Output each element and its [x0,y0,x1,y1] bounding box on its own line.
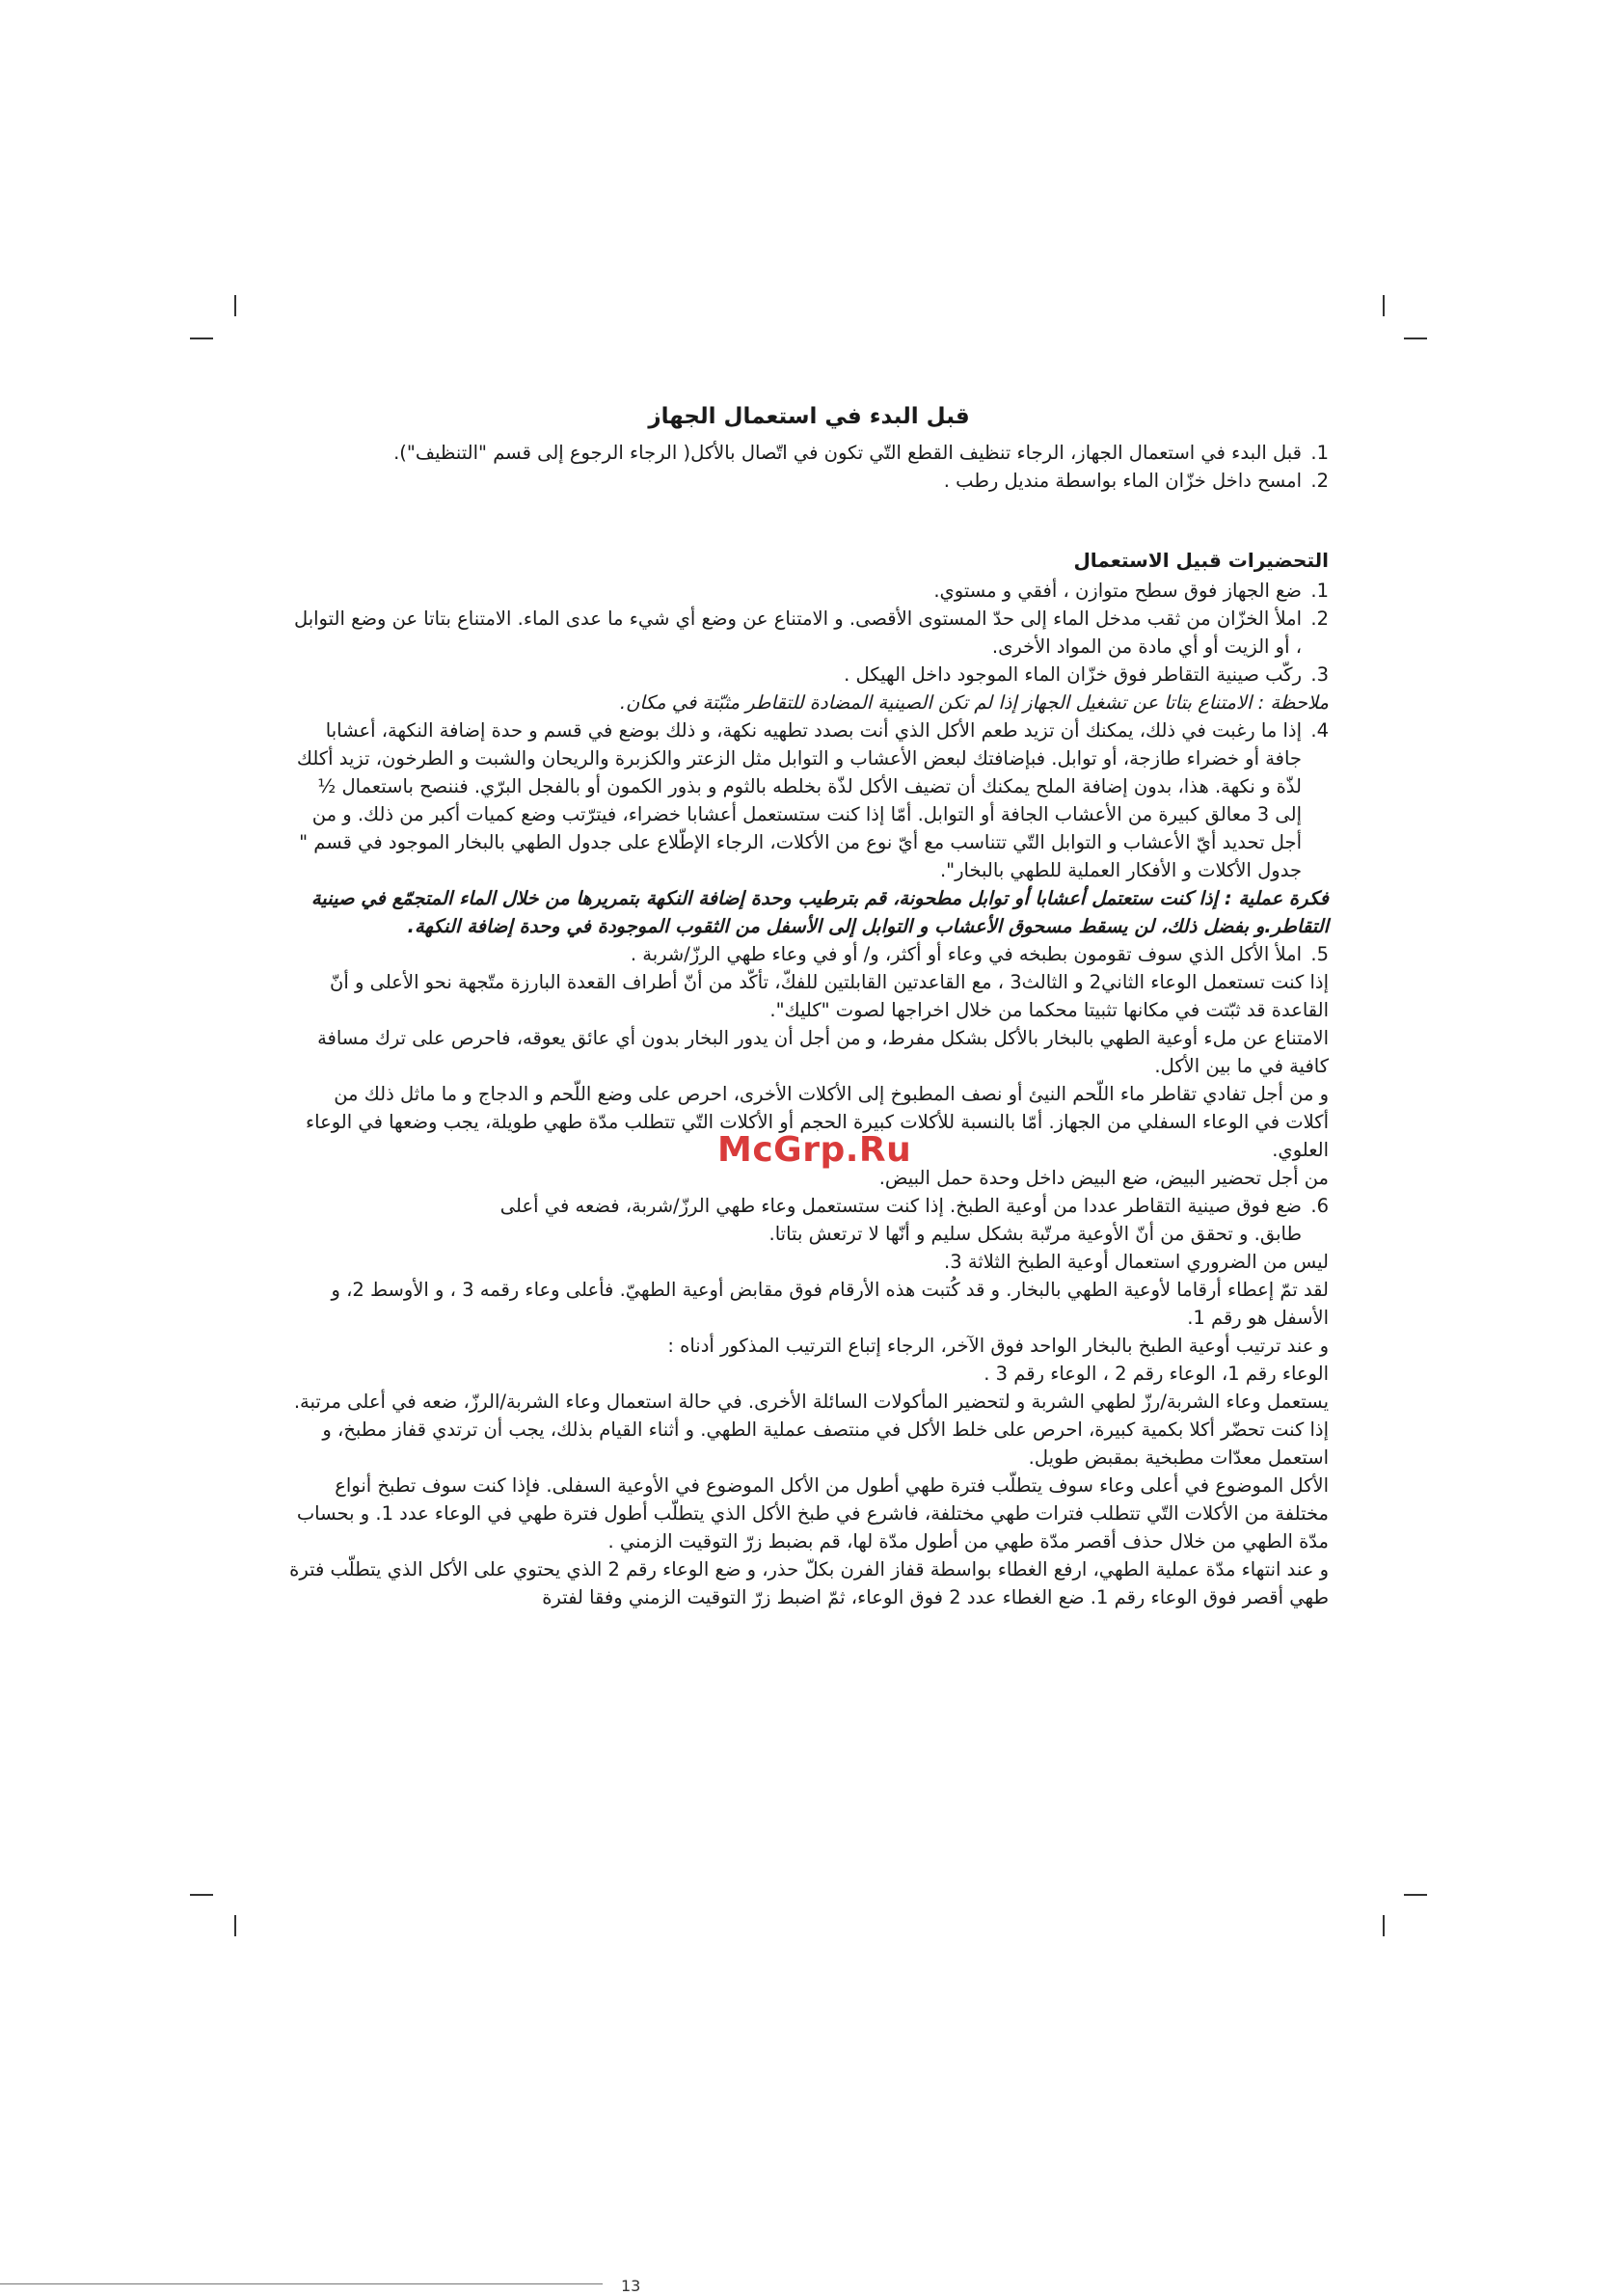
section-heading: التحضيرات قبيل الاستعمال [1073,549,1329,572]
list-text: املأ الخزّان من ثقب مدخل الماء إلى حدّ المستوى الأقصى. و الامتناع عن وضع أي شيء ما عدى الماء. الامتناع بتاتا عن وضع التوابل ، أو الزيت أو أي مادة من المواد الأخرى. [293,608,1302,658]
crop-mark [1383,295,1385,316]
list-item [289,661,1329,689]
paragraph: الأكل الموضوع في أعلى وعاء سوف يتطلّب فترة طهي أطول من الأكل الموضوع في الأوعية السفلى. فإذا كنت سوف تطبخ أنواع مختلفة من الأكلات التّي تتطلب فترات طهي مختلفة، فاشرع في طبخ الأكل الذي يتطلّب أطول فترة طهي في الوعاء عدد 1. و بحساب مدّة الطهي من خلال حذف أقصر مدّة طهي من أطول مدّة لها، قم بضبط زرّ التوقيت الزمني . [296,1474,1329,1553]
paragraph: و عند ترتيب أوعية الطبخ بالبخار الواحد فوق الآخر، الرجاء إتباع الترتيب المذكور أدناه : [667,1335,1329,1357]
crop-mark [234,295,236,316]
paragraph: إذا كنت تستعمل الوعاء الثاني2 و الثالث3 ، مع القاعدتين القابلتين للفكّ، تأكّد من أنّ أطراف القعدة البارزة متّجهة نحو الأعلى و أنّ القاعدة قد ثبّتت في مكانها تثبيتا محكما من خلال اخراجها لصوت "كليك". [330,971,1329,1021]
list-number: 3. [1310,663,1329,686]
document-body [289,403,1329,1611]
list-text: قبل البدء في استعمال الجهاز، الرجاء تنظيف القطع التّي تكون في اتّصال بالأكل( الرجاء الرجوع إلى قسم "التنظيف"). [393,442,1302,464]
paragraph: الامتناع عن ملء أوعية الطهي بالبخار بالأكل بشكل مفرط، و من أجل أن يدور البخار بدون أي عائق يعوقه، فاحرص على ترك مسافة كافية في ما بين الأكل. [317,1027,1329,1077]
crop-mark [1404,1894,1427,1896]
paragraph: من أجل تحضير البيض، ضع البيض داخل وحدة حمل البيض. [878,1167,1329,1189]
crop-mark [190,1894,213,1896]
list-text: ركّب صينية التقاطر فوق خزّان الماء الموجود داخل الهيكل . [844,663,1302,686]
list-item [492,1192,1329,1248]
page-title: قبل البدء في استعمال الجهاز [648,404,970,429]
crop-mark [234,1915,236,1936]
crop-mark [190,338,213,339]
list-number: 1. [1310,442,1329,464]
list-number: 1. [1310,580,1329,602]
watermark-text: McGrp.Ru [717,1130,912,1170]
list-text: املأ الأكل الذي سوف تقومون بطبخه في وعاء أو أكثر، و/ أو في وعاء طهي الرزّ/شربة . [630,943,1302,965]
list-number: 4. [1310,719,1329,742]
paragraph: لقد تمّ إعطاء أرقاما لأوعية الطهي بالبخار. و قد كُتبت هذه الأرقام فوق مقابض أوعية الطهيّ. فأعلى وعاء رقمه 3 ، و الأوسط 2، و الأسفل هو رقم 1. [331,1279,1329,1329]
paragraph: و من أجل تفادي تقاطر ماء اللّحم النيئ أو نصف المطبوخ إلى الأكلات الأخرى، احرص على وضع اللّحم و الدجاج و ما ماثل ذلك من أكلات في الوعاء السفلي من الجهاز. أمّا بالنسبة للأكلات كبيرة الحجم أو الأكلات التّي تتطلب مدّة طهي طويلة، يجب وضعها في الوعاء العلوي. [305,1083,1329,1161]
list-number: 6. [1310,1195,1329,1217]
list-item [289,439,1329,467]
footer-rule [0,2283,603,2284]
list-text: إذا ما رغبت في ذلك، يمكنك أن تزيد طعم الأكل الذي أنت بصدد تطهيه نكهة، و ذلك بوضع في قسم و حدة إضافة النكهة، أعشابا جافة أو خضراء طازجة، أو توابل. فبإضافتك لبعض الأعشاب و التوابل مثل الزعتر والكزبرة والريحان والشبت و الطرخون، تزيد أكلك لذّة و نكهة. هذا، بدون إضافة الملح يمكنك أن تضيف الأكل لذّة بخلطه بالثوم و بذور الكمون أو بالفجل البرّي. فننصح باستعمال ½ إلى 3 معالق كبيرة من الأعشاب الجافة أو التوابل. أمّا إذا كنت ستستعمل أعشابا خضراء، فيترّتب وضع كميات أكبر من ذلك. و من أجل تحديد أيّ الأعشاب و التوابل التّي تتناسب مع أيّ نوع من الأكلات، الرجاء الإطّلاع على جدول الطهي بالبخار الموجود في قسم " جدول الأكلات و الأفكار العملية للطهي بالبخار". [296,719,1302,881]
paragraph: يستعمل وعاء الشربة/رزّ لطهي الشربة و لتحضير المأكولات السائلة الأخرى. في حالة استعمال وعاء الشربة/الرزّ، ضعه في أعلى مرتبة. [293,1391,1329,1413]
note-text: ملاحظة : الامتناع بتاتا عن تشغيل الجهاز إذا لم تكن الصينية المضادة للتقاطر مثبّتة في مكان. [619,691,1329,714]
paragraph: ليس من الضروري استعمال أوعية الطبخ الثلاثة 3. [944,1251,1329,1273]
list-text: ضع فوق صينية التقاطر عددا من أوعية الطبخ. إذا كنت ستستعمل وعاء طهي الرزّ/شربة، فضعه في أعلى طابق. و تحقق من أنّ الأوعية مرتّبة بشكل سليم و أنّها لا ترتعش بتاتا. [499,1195,1302,1245]
list-text: امسح داخل خزّان الماء بواسطة منديل رطب . [943,470,1302,492]
list-number: 5. [1310,943,1329,965]
list-number: 2. [1310,470,1329,492]
crop-mark [1383,1915,1385,1936]
list-item [289,605,1329,661]
paragraph: إذا كنت تحضّر أكلا بكمية كبيرة، احرص على خلط الأكل في منتصف عملية الطهي. و أثناء القيام بذلك، يجب أن ترتدي قفاز مطبخ، و استعمل معدّات مطبخية بمقبض طويل. [322,1418,1329,1469]
paragraph: الوعاء رقم 1، الوعاء رقم 2 ، الوعاء رقم 3 . [984,1363,1329,1385]
paragraph: و عند انتهاء مدّة عملية الطهي، ارفع الغطاء بواسطة قفاز الفرن بكلّ حذر، و ضع الوعاء رقم 2 الذي يحتوي على الأكل الذي يتطلّب فترة طهي أقصر فوق الوعاء رقم 1. ضع الغطاء عدد 2 فوق الوعاء، ثمّ اضبط زرّ التوقيت الزمني وفقا لفترة [289,1558,1329,1608]
list-text: ضع الجهاز فوق سطح متوازن ، أفقي و مستوي. [933,580,1302,602]
list-item [289,467,1329,495]
crop-mark [1404,338,1427,339]
page-number: 13 [621,2277,641,2295]
list-item [289,716,1329,884]
list-number: 2. [1310,608,1329,630]
tip-text: فكرة عملية : إذا كنت ستعتمل أعشابا أو توابل مطحونة، قم بترطيب وحدة إضافة النكهة بتمريرها من خلال الماء المتجمّع في صينية التقاطر.و بفضل ذلك، لن يسقط مسحوق الأعشاب و التوابل إلى الأسفل من الثقوب الموجودة في وحدة إضافة النكهة. [310,887,1329,937]
list-item [289,577,1329,605]
list-item [289,940,1329,968]
